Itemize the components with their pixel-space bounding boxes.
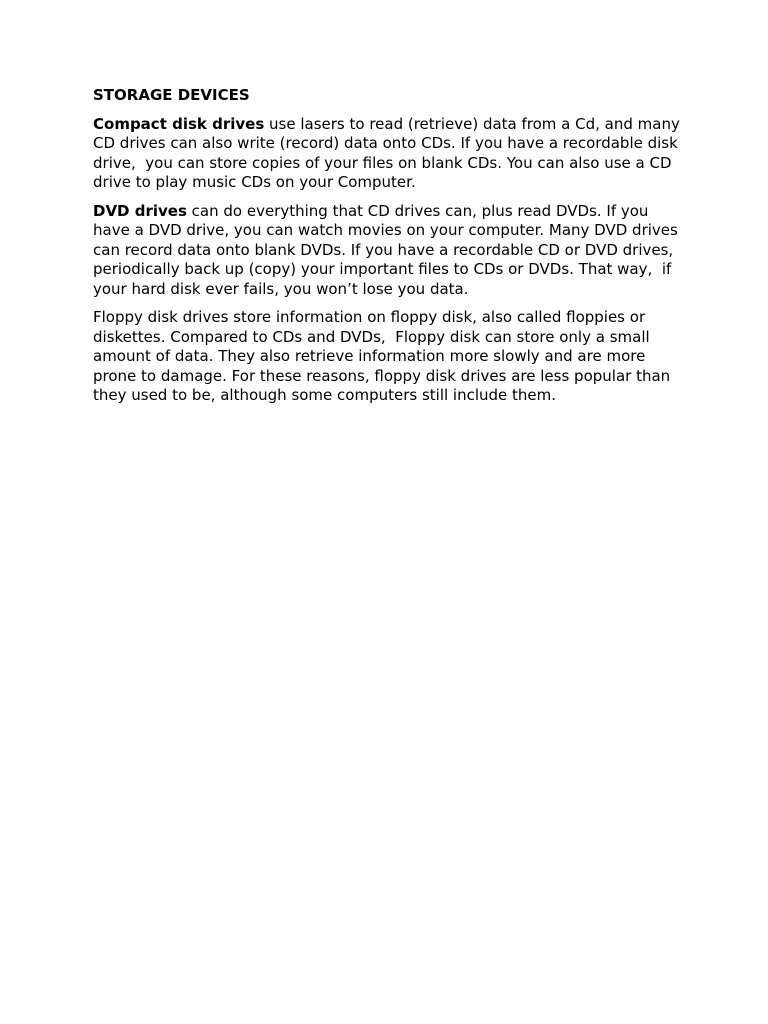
paragraph-body-text: can do everything that CD drives can, plus read DVDs. If you have a DVD drive, you can watch movies on your computer. Many DVD drives can record data onto blank DVDs. If you have a recordable CD or DVD drives, periodically back up (copy) your important files to CDs or DVDs. That way, if your hard disk ever fails, you won’t lose you data. xyxy=(93,201,683,298)
paragraph-dvd-drives xyxy=(93,202,683,300)
document-page xyxy=(93,86,683,415)
paragraph-compact-disk-drives xyxy=(93,115,683,193)
paragraph-lead-term: Compact disk drives xyxy=(93,114,265,133)
paragraph-lead-term: DVD drives xyxy=(93,201,187,220)
paragraph-body-text: Floppy disk drives store information on floppy disk, also called floppies or diskettes. Compared to CDs and DVDs, Floppy disk can store only a small amount of data. They also retrieve information more slowly and are more prone to damage. For these reasons, floppy disk drives are less popular than they used to be, although some computers still include them. xyxy=(93,308,675,404)
paragraph-body-text: use lasers to read (retrieve) data from a Cd, and many CD drives can also write (record) data onto CDs. If you have a recordable disk drive, you can store copies of your files on blank CDs. You can also use a CD drive to play music CDs on your Computer. xyxy=(93,114,685,191)
paragraph-floppy-disk-drives xyxy=(93,308,683,406)
document-title: STORAGE DEVICES xyxy=(93,86,250,104)
